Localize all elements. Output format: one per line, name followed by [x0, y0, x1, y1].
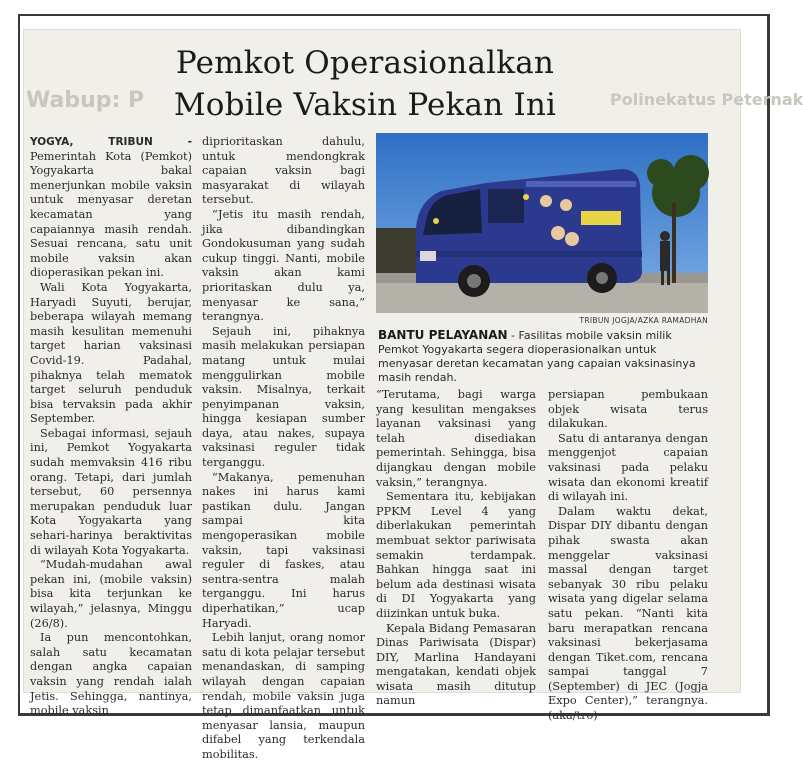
photo-credit: TRIBUN JOGJA/AZKA RAMADHAN: [579, 316, 708, 325]
paragraph: diprioritaskan dahulu, untuk mendongkrak capaian vaksin bagi masyarakat di wilayah tersebut.: [202, 135, 365, 207]
photo-caption: [378, 328, 708, 385]
article-column-2: [202, 135, 365, 763]
paragraph: Sebagai informasi, sejauh ini, Pemkot Yogyakarta sudah memvaksin 416 ribu orang. Tetapi, dari jumlah tersebut, 60 persennya merupakan penduduk luar Kota Yogyakarta yang sehari-harinya beraktivitas di wilayah Kota Yogyakarta.: [30, 426, 192, 557]
paragraph: Sejauh ini, pihaknya masih melakukan persiapan matang untuk mulai menggulirkan mobile vaksin. Misalnya, terkait penyimpanan vaksin, hingga kesiapan sumber daya, atau nakes, supaya vaksinasi reguler tidak terganggu.: [202, 324, 365, 470]
paragraph: Satu di antaranya dengan menggenjot capaian vaksinasi pada pelaku wisata dan ekonomi kreatif di wilayah ini.: [548, 431, 708, 504]
headline: [130, 42, 600, 126]
paragraph: Dalam waktu dekat, Dispar DIY dibantu dengan pihak swasta akan menggelar vaksinasi massal dengan target sebanyak 30 ribu pelaku wisata yang digelar selama satu pekan. “Nanti kita baru merapatkan rencana vaksinasi bekerjasama dengan Tiket.com, rencana sampai tanggal 7 (September) di JEC (Jogja Expo Center),” terangnya. (aka/tro): [548, 504, 708, 723]
bleed-through-text-2: Polinekatus Peternak: [610, 90, 803, 109]
headline-line-2: Mobile Vaksin Pekan Ini: [173, 87, 557, 123]
article-column-4: [548, 388, 708, 724]
paragraph: “Jetis itu masih rendah, jika dibandingkan Gondokusuman yang sudah cukup tinggi. Nanti, mobile vaksin akan kami prioritaskan dulu ya, menyasar ke sana,” terangnya.: [202, 207, 365, 324]
paragraph: Lebih lanjut, orang nomor satu di kota pelajar tersebut menandaskan, di samping wilayah dengan capaian rendah, mobile vaksin juga tetap dimanfaatkan untuk menyasar lansia, maupun difabel yang terkendala mobilitas.: [202, 631, 365, 761]
dateline: YOGYA, TRIBUN -: [30, 136, 192, 148]
paragraph: Sementara itu, kebijakan PPKM Level 4 yang diberlakukan pemerintah membuat sektor pariwisata semakin terdampak. Bahkan hingga saat ini belum ada destinasi wisata di DI Yogyakarta yang diizinkan untuk buka.: [376, 490, 536, 620]
bleed-through-text: Wabup: P: [26, 88, 145, 113]
paragraph: [30, 135, 192, 281]
paragraph: Kepala Bidang Pemasaran Dinas Pariwisata (Dispar) DIY, Marlina Handayani mengatakan, kendati objek wisata masih ditutup namun: [376, 621, 536, 708]
article-column-1: [30, 135, 192, 719]
mobile-vaccine-truck-photo: [376, 133, 708, 313]
paragraph: “Mudah-mudahan awal pekan ini, (mobile vaksin) bisa kita terjunkan ke wilayah,” jelasnya, Minggu (26/8).: [30, 558, 192, 630]
paragraph: persiapan pembukaan objek wisata terus dilakukan.: [548, 388, 708, 431]
caption-text: - Fasilitas mobile vaksin milik Pemkot Yogyakarta segera dioperasionalkan untuk menyasar deretan kecamatan yang capaian vaksinasinya masih rendah.: [378, 329, 696, 384]
paragraph: Ia pun mencontohkan, salah satu kecamatan dengan angka capaian vaksin yang rendah ialah Jetis. Sehingga, nantinya, mobile vaksin: [30, 631, 192, 718]
caption-label: BANTU PELAYANAN: [378, 328, 508, 342]
paragraph-text: Pemerintah Kota (Pemkot) Yogyakarta bakal menerjunkan mobile vaksin untuk menyasar deretan kecamatan yang capaiannya masih rendah. Sesuai rencana, satu unit mobile vaksin akan dioperasikan pekan ini.: [30, 149, 192, 280]
paragraph: Wali Kota Yogyakarta, Haryadi Suyuti, berujar, beberapa wilayah memang masih kesulitan memenuhi target harian vaksinasi Covid-19. Padahal, pihaknya telah mematok target seluruh penduduk bisa tervaksin pada akhir September.: [30, 280, 192, 426]
paragraph: “Terutama, bagi warga yang kesulitan mengakses layanan vaksinasi yang telah disediakan pemerintah. Sehingga, bisa dijangkau dengan mobile vaksin,” terangnya.: [376, 388, 536, 489]
headline-line-1: Pemkot Operasionalkan: [175, 45, 555, 81]
article-column-3: [376, 388, 536, 709]
paragraph: “Makanya, pemenuhan nakes ini harus kami pastikan dulu. Jangan sampai kita mengoperasikan mobile vaksin, tapi vaksinasi reguler di faskes, atau sentra-sentra malah terganggu. Ini harus diperhatikan,” ucap Haryadi.: [202, 470, 365, 630]
